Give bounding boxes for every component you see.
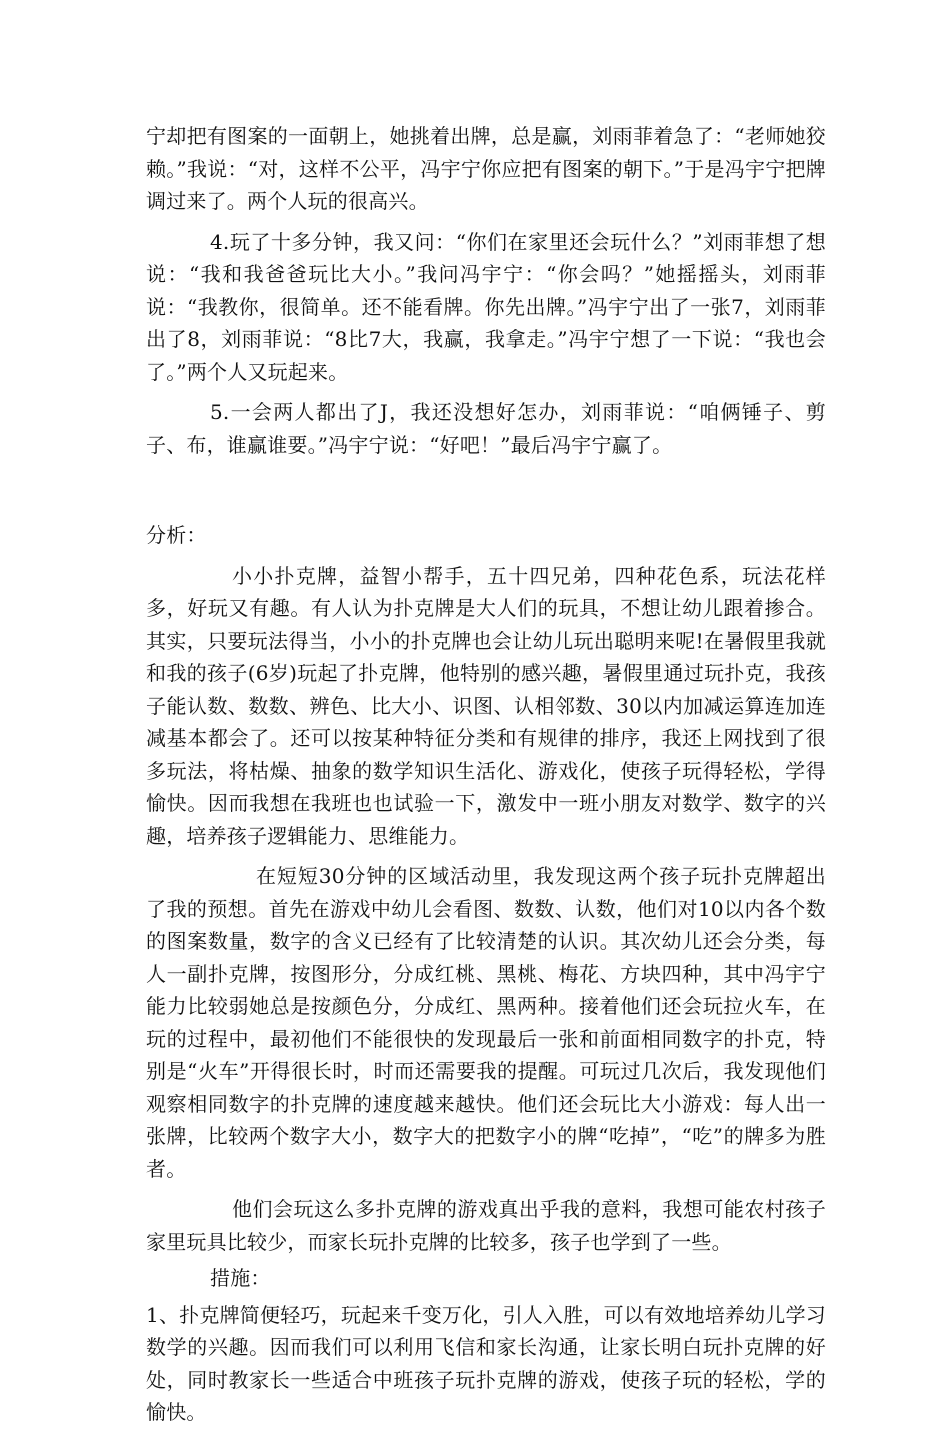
story-paragraph-5: 5.一会两人都出了J，我还没想好怎办，刘雨菲说：“咱俩锤子、剪子、布，谁赢谁要。”冯宇宁说：“好吧！”最后冯宇宁赢了。 — [146, 400, 826, 457]
story-paragraph-4: 4.玩了十多分钟，我又问：“你们在家里还会玩什么？”刘雨菲想了想说：“我和我爸爸玩比大小。”我问冯宇宁：“你会吗？”她摇摇头，刘雨菲说：“我教你，很简单。还不能看牌。你先出牌。”冯宇宁出了一张7，刘雨菲出了8，刘雨菲说：“8比7大，我赢，我拿走。”冯宇宁想了一下说：“我也会了。”两个人又玩起来。 — [146, 229, 826, 384]
analysis-paragraph-2: 在短短30分钟的区域活动里，我发现这两个孩子玩扑克牌超出了我的预想。首先在游戏中幼儿会看图、数数、认数，他们对10以内各个数的图案数量，数字的含义已经有了比较清楚的认识。其次幼儿还会分类，每人一副扑克牌，按图形分，分成红桃、黑桃、梅花、方块四种，其中冯宇宁能力比较弱她总是按颜色分，分成红、黑两种。接着他们还会玩拉火车，在玩的过程中，最初他们不能很快的发现最后一张和前面相同数字的扑克，特别是“火车”开得很长时，时而还需要我的提醒。可玩过几次后，我发现他们观察相同数字的扑克牌的速度越来越快。他们还会玩比大小游戏：每人出一张牌，比较两个数字大小，数字大的把数字小的牌“吃掉”，“吃”的牌多为胜者。 — [146, 864, 826, 1181]
analysis-paragraph-3: 他们会玩这么多扑克牌的游戏真出乎我的意料，我想可能农村孩子家里玩具比较少，而家长玩扑克牌的比较多，孩子也学到了一些。 — [146, 1197, 826, 1254]
measures-paragraph-1: 1、扑克牌简便轻巧，玩起来千变万化，引人入胜，可以有效地培养幼儿学习数学的兴趣。因而我们可以利用飞信和家长沟通，让家长明白玩扑克牌的好处，同时教家长一些适合中班孩子玩扑克牌的游戏，使孩子玩的轻松，学的愉快。 — [146, 1302, 826, 1424]
document-page — [146, 120, 826, 1429]
measures-heading: 措施： — [210, 1266, 271, 1290]
story-paragraph-continued: 宁却把有图案的一面朝上，她挑着出牌，总是赢，刘雨菲着急了：“老师她狡赖。”我说：“对，这样不公平，冯宇宁你应把有图案的朝下。”于是冯宇宁把牌调过来了。两个人玩的很高兴。 — [146, 124, 826, 213]
analysis-heading: 分析： — [146, 523, 207, 547]
analysis-paragraph-1: 小小扑克牌，益智小帮手，五十四兄弟，四种花色系，玩法花样多，好玩又有趣。有人认为扑克牌是大人们的玩具，不想让幼儿跟着掺合。其实，只要玩法得当，小小的扑克牌也会让幼儿玩出聪明来呢!在暑假里我就和我的孩子(6岁)玩起了扑克牌，他特别的感兴趣，暑假里通过玩扑克，我孩子能认数、数数、辨色、比大小、识图、认相邻数、30以内加减运算连加连减基本都会了。还可以按某种特征分类和有规律的排序，我还上网找到了很多玩法，将枯燥、抽象的数学知识生活化、游戏化，使孩子玩得轻松，学得愉快。因而我想在我班也也试验一下，激发中一班小朋友对数学、数字的兴趣，培养孩子逻辑能力、思维能力。 — [146, 563, 826, 848]
